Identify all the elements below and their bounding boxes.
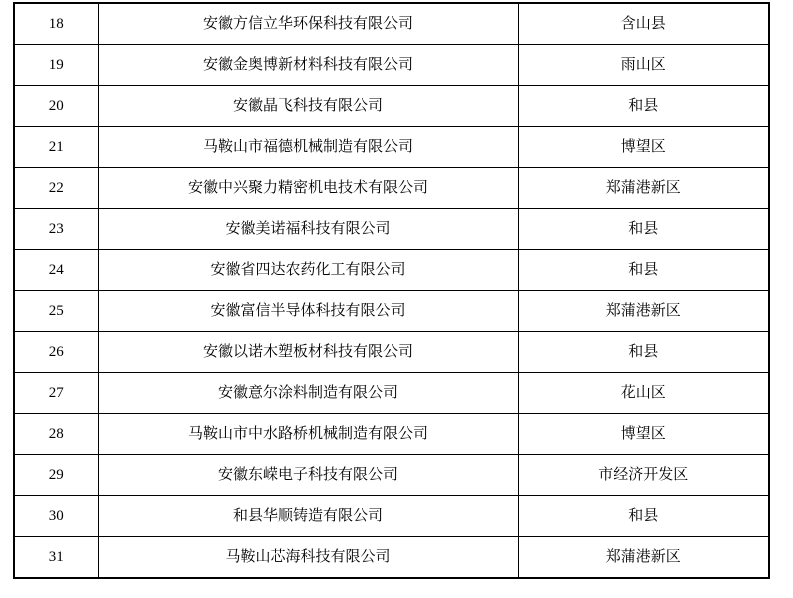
company-cell: 和县华顺铸造有限公司: [98, 496, 518, 537]
company-cell: 安徽方信立华环保科技有限公司: [98, 3, 518, 45]
table-row: [14, 168, 769, 209]
company-cell: 安徽美诺福科技有限公司: [98, 209, 518, 250]
row-index-cell: 19: [14, 45, 98, 86]
company-cell: 马鞍山市中水路桥机械制造有限公司: [98, 414, 518, 455]
row-index-cell: 31: [14, 537, 98, 579]
district-cell: 和县: [518, 250, 769, 291]
table-row: [14, 250, 769, 291]
district-cell: 花山区: [518, 373, 769, 414]
table-row: [14, 86, 769, 127]
company-cell: 马鞍山市福德机械制造有限公司: [98, 127, 518, 168]
table-row: [14, 45, 769, 86]
district-cell: 郑蒲港新区: [518, 291, 769, 332]
company-cell: 马鞍山芯海科技有限公司: [98, 537, 518, 579]
company-cell: 安徽富信半导体科技有限公司: [98, 291, 518, 332]
district-cell: 雨山区: [518, 45, 769, 86]
district-cell: 和县: [518, 332, 769, 373]
company-cell: 安徽意尔涂料制造有限公司: [98, 373, 518, 414]
row-index-cell: 23: [14, 209, 98, 250]
company-cell: 安徽以诺木塑板材科技有限公司: [98, 332, 518, 373]
row-index-cell: 25: [14, 291, 98, 332]
table-row: [14, 291, 769, 332]
row-index-cell: 29: [14, 455, 98, 496]
row-index-cell: 28: [14, 414, 98, 455]
table-row: [14, 373, 769, 414]
row-index-cell: 21: [14, 127, 98, 168]
district-cell: 博望区: [518, 127, 769, 168]
row-index-cell: 27: [14, 373, 98, 414]
company-cell: 安徽东嵘电子科技有限公司: [98, 455, 518, 496]
company-district-table: [13, 2, 770, 579]
company-cell: 安徽晶飞科技有限公司: [98, 86, 518, 127]
row-index-cell: 24: [14, 250, 98, 291]
table-row: [14, 414, 769, 455]
district-cell: 和县: [518, 86, 769, 127]
table-row: [14, 209, 769, 250]
district-cell: 和县: [518, 496, 769, 537]
table-row: [14, 537, 769, 579]
row-index-cell: 30: [14, 496, 98, 537]
row-index-cell: 20: [14, 86, 98, 127]
district-cell: 和县: [518, 209, 769, 250]
district-cell: 含山县: [518, 3, 769, 45]
district-cell: 博望区: [518, 414, 769, 455]
table-row: [14, 3, 769, 45]
district-cell: 郑蒲港新区: [518, 537, 769, 579]
company-cell: 安徽金奥博新材料科技有限公司: [98, 45, 518, 86]
row-index-cell: 18: [14, 3, 98, 45]
table-row: [14, 127, 769, 168]
table-row: [14, 496, 769, 537]
table-row: [14, 455, 769, 496]
district-cell: 市经济开发区: [518, 455, 769, 496]
row-index-cell: 26: [14, 332, 98, 373]
company-cell: 安徽中兴聚力精密机电技术有限公司: [98, 168, 518, 209]
row-index-cell: 22: [14, 168, 98, 209]
company-cell: 安徽省四达农药化工有限公司: [98, 250, 518, 291]
district-cell: 郑蒲港新区: [518, 168, 769, 209]
table-row: [14, 332, 769, 373]
